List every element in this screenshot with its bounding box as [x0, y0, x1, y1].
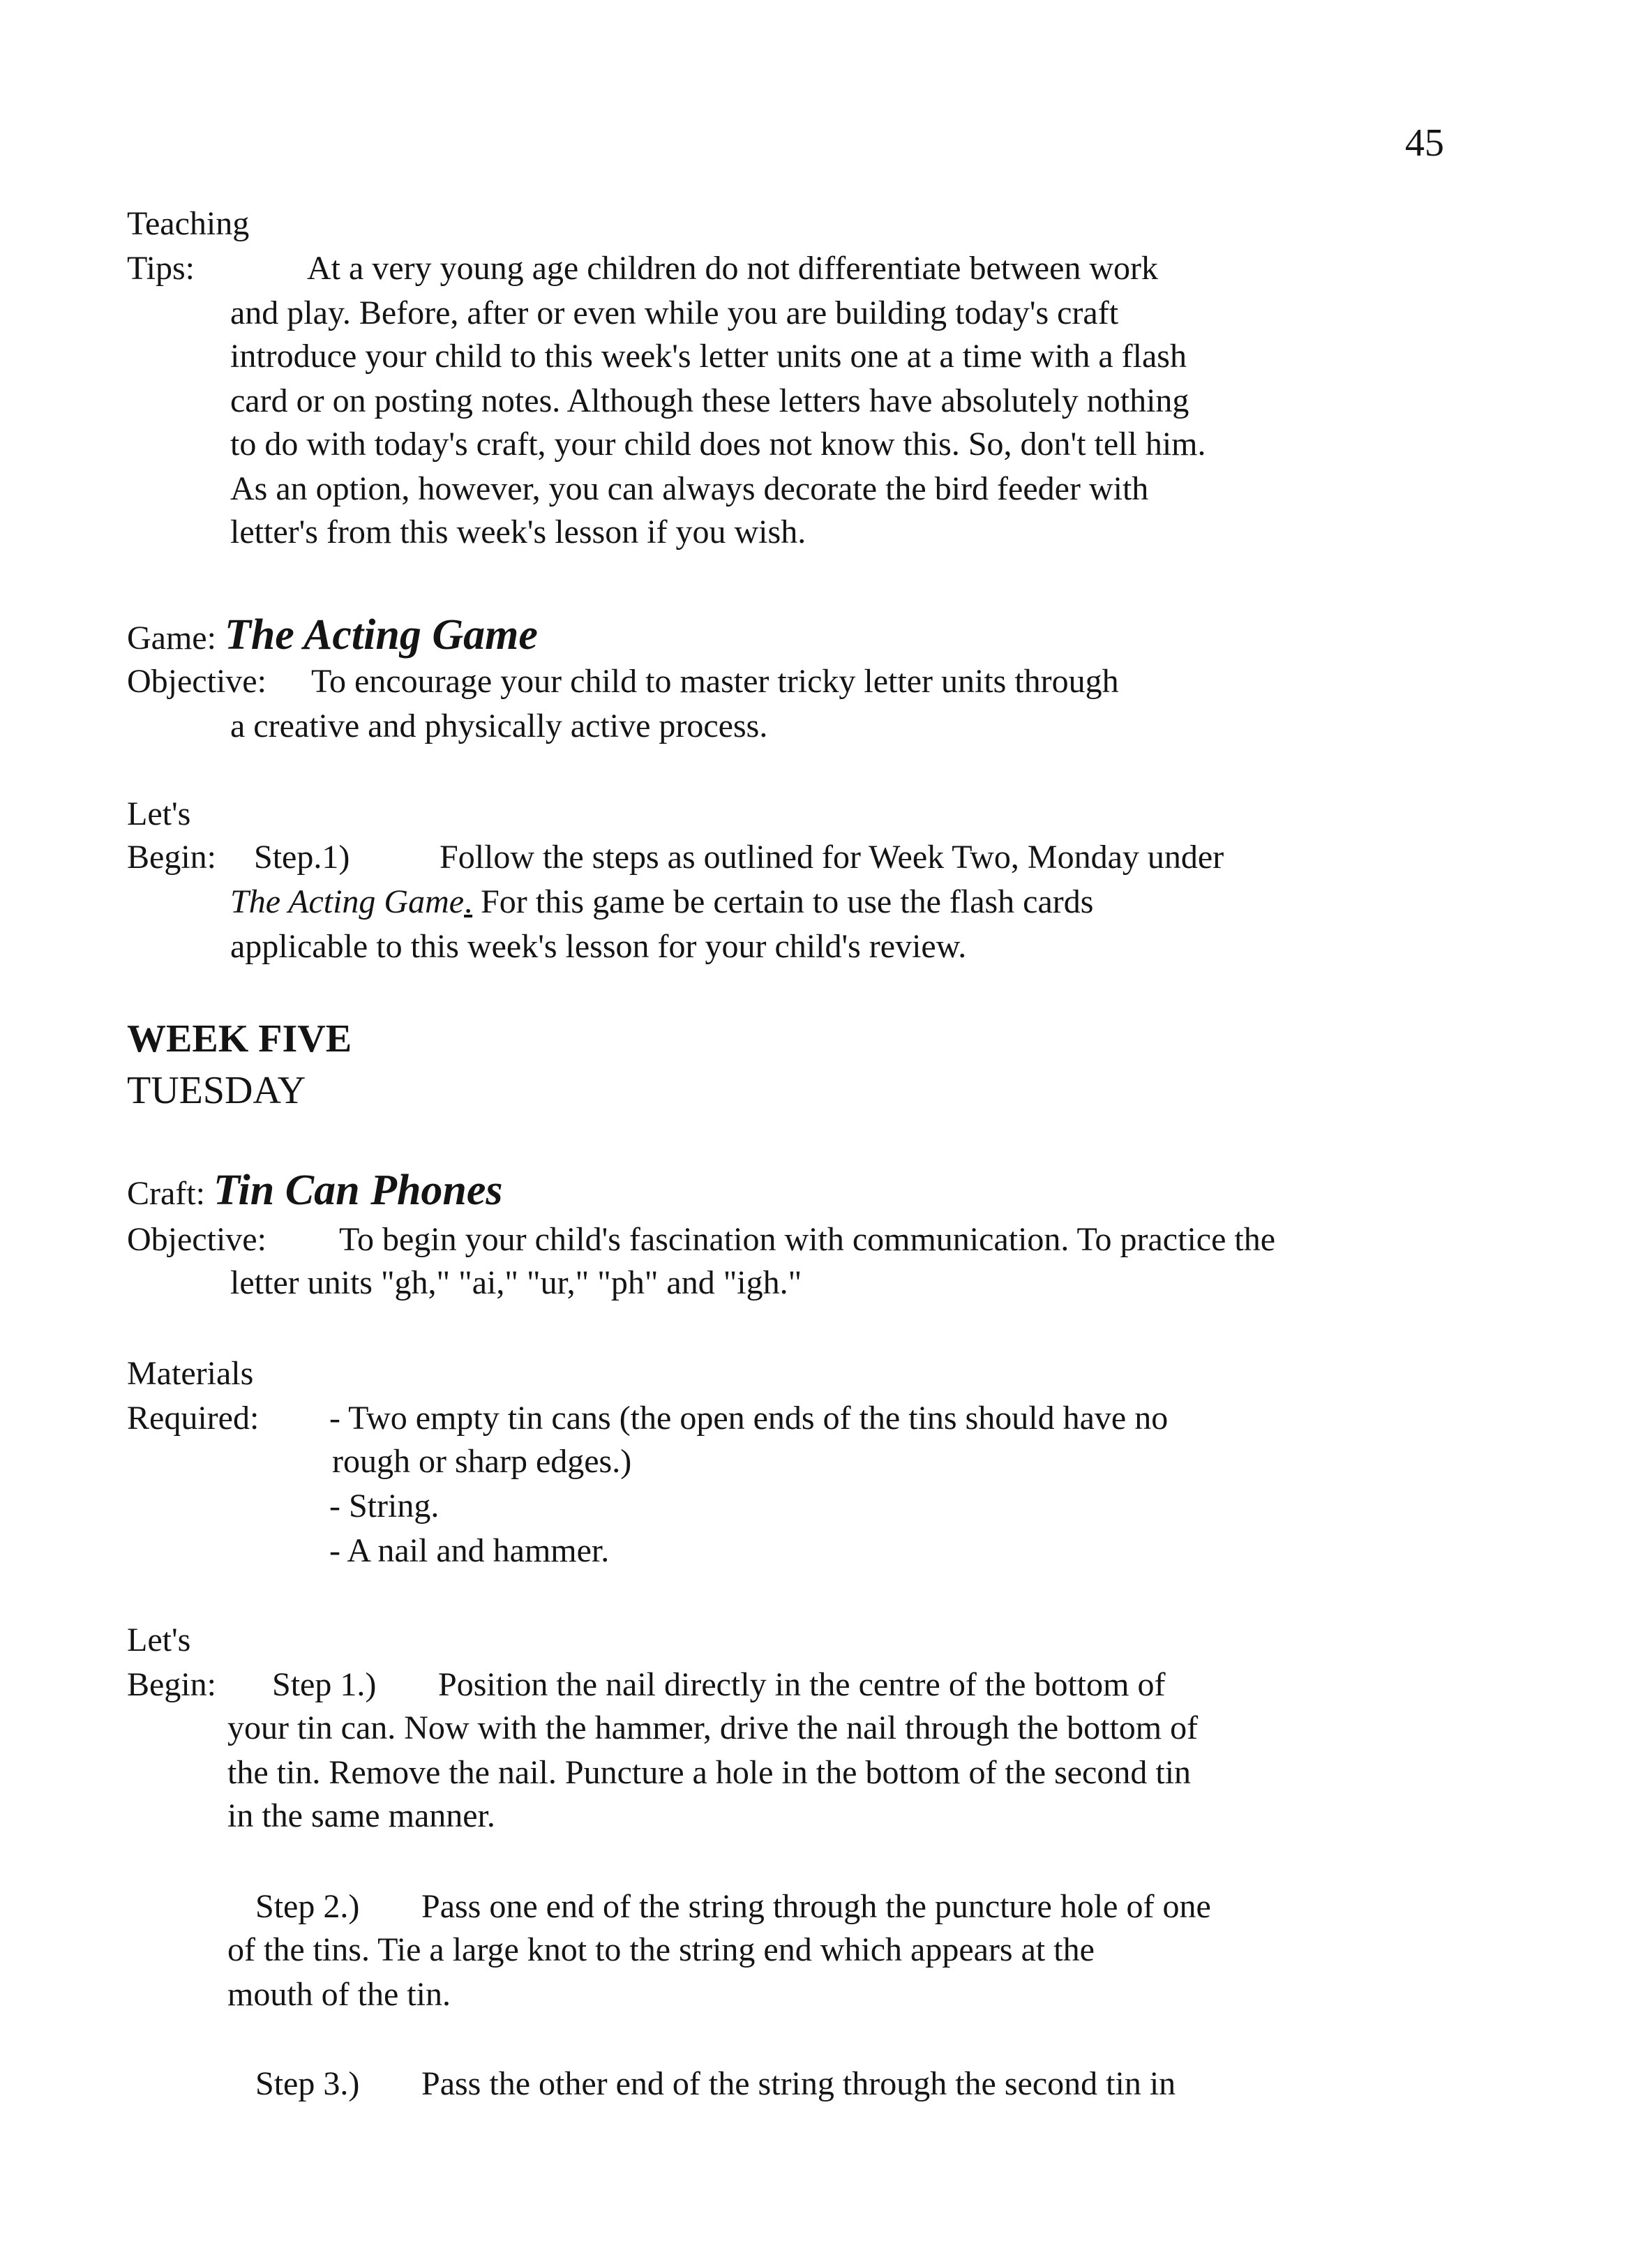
teaching-tips-label-line2: Tips: [127, 250, 195, 287]
teaching-tips-line: to do with today's craft, your child does not know this. So, don't tell him. [230, 426, 1206, 463]
teaching-tips-line: As an option, however, you can always decorate the bird feeder with [230, 470, 1149, 507]
game-step-reference: The Acting Game [230, 883, 465, 920]
craft-step2-line: Pass one end of the string through the puncture hole of one [421, 1888, 1211, 1925]
game-step-reference-punct: . [464, 883, 473, 920]
materials-item: - A nail and hammer. [329, 1532, 610, 1569]
craft-step1-line: the tin. Remove the nail. Puncture a hole in the bottom of the second tin [227, 1754, 1192, 1791]
game-step-line: applicable to this week's lesson for your child's review. [230, 928, 967, 965]
materials-label-line2: Required: [127, 1400, 260, 1437]
game-step-line [230, 881, 1093, 924]
teaching-tips-line: card or on posting notes. Although these letters have absolutely nothing [230, 382, 1189, 419]
craft-objective-line: To begin your child's fascination with communication. To practice the [339, 1221, 1276, 1258]
game-objective-label: Objective: [127, 663, 266, 700]
week-day: TUESDAY [127, 1069, 306, 1112]
teaching-tips-line: At a very young age children do not differentiate between work [307, 250, 1159, 287]
game-step-line: Follow the steps as outlined for Week Two, Monday under [440, 839, 1224, 876]
materials-item: - String. [329, 1488, 440, 1524]
craft-label: Craft: [127, 1175, 205, 1212]
game-objective-line: a creative and physically active process. [230, 707, 768, 744]
teaching-tips-line: introduce your child to this week's letter units one at a time with a flash [230, 338, 1187, 375]
craft-step2-label: Step 2.) [255, 1888, 360, 1925]
craft-step1-line: Position the nail directly in the centre of the bottom of [438, 1666, 1166, 1703]
teaching-tips-label-line1: Teaching [127, 205, 250, 242]
week-title: WEEK FIVE [127, 1017, 352, 1061]
materials-label-line1: Materials [127, 1355, 254, 1392]
craft-step1-line: in the same manner. [227, 1797, 495, 1834]
craft-begin-label-line2: Begin: [127, 1666, 216, 1703]
game-objective-line: To encourage your child to master tricky letter units through [311, 663, 1119, 700]
craft-step3-line: Pass the other end of the string through the second tin in [421, 2065, 1176, 2102]
materials-item: - Two empty tin cans (the open ends of the tins should have no [329, 1400, 1169, 1437]
game-heading [127, 608, 538, 665]
craft-begin-label-line1: Let's [127, 1621, 191, 1658]
craft-title: Tin Can Phones [213, 1167, 503, 1214]
game-begin-label-line2: Begin: [127, 839, 216, 876]
page-number: 45 [1405, 121, 1444, 165]
game-step-label: Step.1) [254, 839, 350, 876]
craft-step1-label: Step 1.) [272, 1666, 377, 1703]
craft-step1-line: your tin can. Now with the hammer, drive the nail through the bottom of [227, 1709, 1199, 1746]
game-begin-label-line1: Let's [127, 795, 191, 832]
materials-item: rough or sharp edges.) [332, 1443, 632, 1480]
craft-step2-line: mouth of the tin. [227, 1976, 451, 2013]
craft-step2-line: of the tins. Tie a large knot to the string end which appears at the [227, 1931, 1095, 1968]
teaching-tips-line: and play. Before, after or even while you are building today's craft [230, 294, 1119, 331]
game-title: The Acting Game [224, 611, 538, 659]
craft-objective-line: letter units "gh," "ai," "ur," "ph" and "igh." [230, 1264, 802, 1301]
craft-objective-label: Objective: [127, 1221, 266, 1258]
craft-step3-label: Step 3.) [255, 2065, 360, 2102]
game-label: Game: [127, 620, 216, 657]
craft-heading [127, 1164, 503, 1220]
teaching-tips-line: letter's from this week's lesson if you wish. [230, 514, 806, 550]
game-step-line-rest: For this game be certain to use the flash cards [472, 883, 1094, 920]
